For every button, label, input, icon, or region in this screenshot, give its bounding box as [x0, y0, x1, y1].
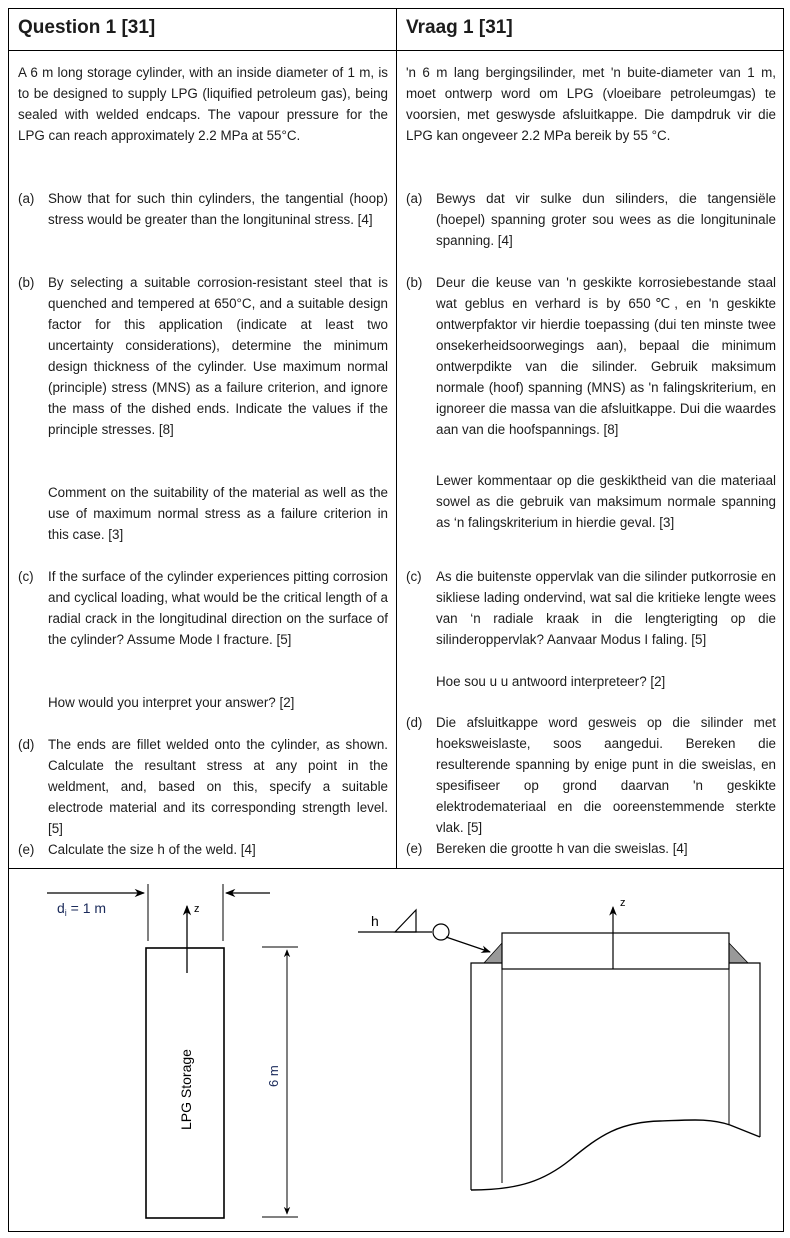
item-text: Show that for such thin cylinders, the tangential (hoop) stress would be greater than the longituninal stress. [4] [48, 191, 388, 227]
z-axis-label: z [620, 897, 626, 909]
end-cap [502, 933, 729, 969]
item-label: (a) [406, 191, 423, 206]
item-text: By selecting a suitable corrosion-resistant steel that is quenched and tempered at 650°C, and a suitable design factor for this application (indicate at least two uncertainty considerations), determine the minimum design thickness of the cylinder. Use maximum normal (principle) stress (MNS) as a failure criterion, and ignore the mass of the dished ends. Indicate the values if the principle stresses. [8] [48, 275, 388, 437]
english-intro: A 6 m long storage cylinder, with an inside diameter of 1 m, is to be designed to supply LPG (liquified petroleum gas), being sealed with welded endcaps. The vapour pressure for the LPG can reach approximately 2.2 MPa at 55°C. [18, 65, 388, 143]
english-item-b-comment: Comment on the suitability of the material as well as the use of maximum normal stress as a failure criterion in this case. [3] [48, 485, 388, 542]
diameter-label: $d_i = 1$ m [57, 900, 107, 918]
item-label: (b) [18, 275, 35, 290]
item-text: Die afsluitkappe word gesweis op die silinder met hoeksweislaste, soos aangedui. Bereken die resulterende spanning by enige punt in die sweislas, en spesifiseer op grond daarvan 'n geskikte elektrodemateriaal en die ooreenstemmende sterkte vlak. [5] [436, 715, 776, 835]
afrikaans-title: Vraag 1 [31] [406, 17, 513, 38]
weld-detail-diagram [358, 897, 760, 1190]
storage-cylinder-diagram [47, 884, 298, 1218]
fillet-weld-symbol [395, 910, 416, 932]
weld-fillet-right [729, 943, 748, 963]
item-label: (e) [18, 842, 35, 857]
afrikaans-item-c-interpret: Hoe sou u u antwoord interpreteer? [2] [436, 674, 666, 689]
afrikaans-item-b-comment: Lewer kommentaar op die geskiktheid van die materiaal sowel as die gebruik van maksimum normale spanning as ‘n falingskriterium in hierdie geval. [3] [436, 473, 776, 530]
cylinder-wall-right [729, 963, 760, 1137]
item-text: If the surface of the cylinder experiences pitting corrosion and cyclical loading, what would be the critical length of a radial crack in the longitudinal direction on the surface of the cylinder? Assume Mode I fracture. [5] [48, 569, 388, 647]
item-text: As die buitenste oppervlak van die silinder putkorrosie en sikliese lading ondervind, wat sal die kritieke lengte wees van ‘n radiale kraak in die lengterigting op die silinderoppervlak? Aanvaar Modus I faling. [5] [436, 569, 776, 647]
item-text: Bewys dat vir sulke dun silinders, die tangensiële (hoepel) spanning groter sou wees as die longituninale spanning. [4] [436, 191, 776, 248]
english-title: Question 1 [31] [18, 17, 156, 38]
cylinder-wall-left [471, 963, 502, 1190]
weld-leader-arrow [446, 937, 490, 952]
length-label: 6 m [266, 1065, 281, 1087]
item-label: (d) [406, 715, 423, 730]
cut-edge-wave [471, 1120, 760, 1190]
item-text: Calculate the size h of the weld. [4] [48, 842, 256, 857]
afrikaans-intro: 'n 6 m lang bergingsilinder, met 'n buite-diameter van 1 m, moet ontwerp word om LPG (vloeibare petroleumgas) te voorsien, met geswysde afsluitkappe. Die dampdruk vir die LPG kan ongeveer 2.2 MPa bereik by 55 °C. [406, 65, 776, 143]
item-label: (c) [18, 569, 34, 584]
weld-size-label: h [371, 913, 379, 929]
z-axis-label: z [194, 903, 200, 915]
item-text: The ends are fillet welded onto the cylinder, as shown. Calculate the resultant stress at any point in the weldment, and, based on this, specify a suitable electrode material and its corresponding strength level. [5] [48, 737, 388, 836]
item-text: Bereken die grootte h van die sweislas. [4] [436, 841, 688, 856]
item-label: (b) [406, 275, 423, 290]
item-label: (e) [406, 841, 423, 856]
lpg-storage-label: LPG Storage [178, 1049, 194, 1130]
item-label: (c) [406, 569, 422, 584]
item-text: Deur die keuse van 'n geskikte korrosiebestande staal wat geblus en verhard is by 650℃, en 'n geskikte ontwerpfaktor vir hierdie toepassing (dui ten minste twee onsekerheidsoorwegings aan), bepaal die minimum ontwerpdikte van die silinder. Gebruik maksimum normale (hoof) spanning (MNS) as 'n falingskriterium, en ignoreer die massa van die afsluitkappe. Dui die waardes aan van die hoofspannings. [8] [436, 275, 776, 437]
english-item-c-interpret: How would you interpret your answer? [2] [48, 695, 295, 710]
weld-fillet-left [484, 943, 502, 963]
item-label: (a) [18, 191, 35, 206]
item-label: (d) [18, 737, 35, 752]
